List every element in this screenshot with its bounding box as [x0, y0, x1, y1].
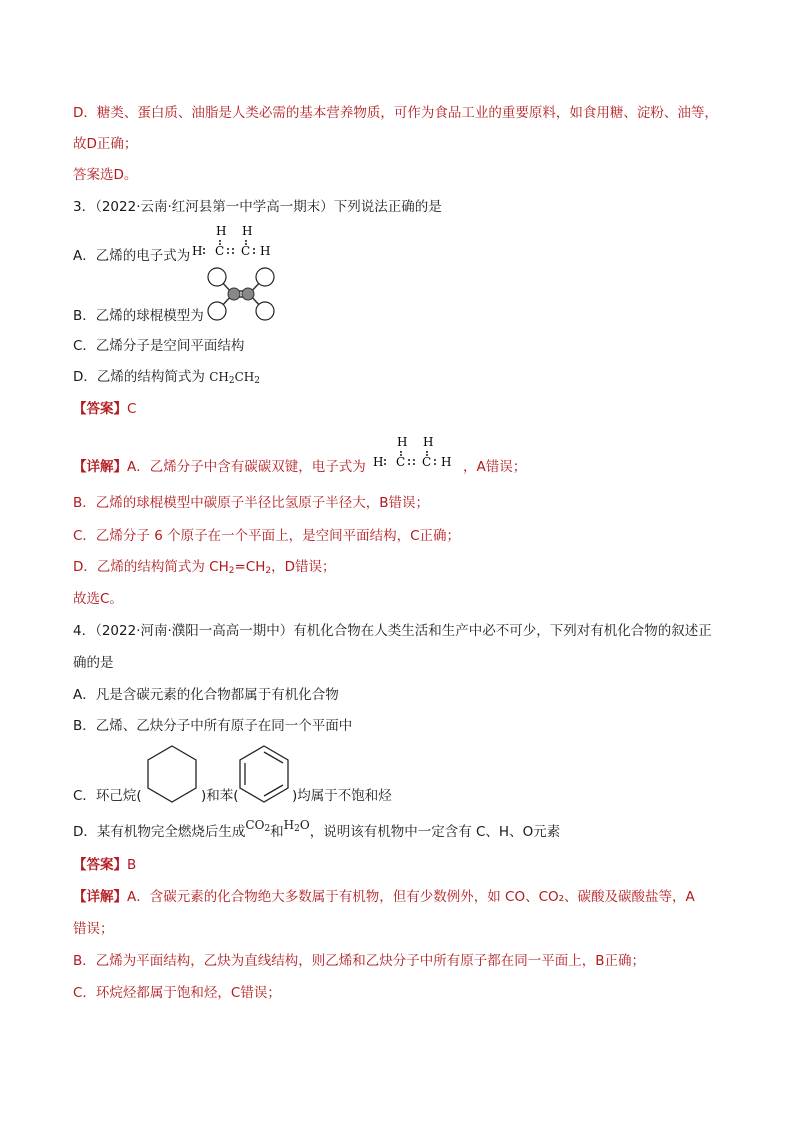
q3-option-b-label: B．乙烯的球棍模型为	[73, 308, 204, 324]
detail-d-post: ，D错误；	[271, 559, 336, 575]
q3-option-d-label: D．乙烯的结构简式为	[73, 369, 210, 385]
detail-label: 【详解】	[73, 459, 127, 475]
q3-formula-sub1: 2	[228, 376, 235, 386]
efb-h-right: H	[441, 455, 452, 469]
answer-label: 【答案】	[73, 401, 127, 417]
detail-d-pre: D．乙烯的结构简式为 CH	[73, 559, 229, 575]
question-4-stem-line2: 确的是	[73, 655, 114, 671]
efa-c-2: C	[241, 244, 251, 258]
q4-d-h2o-sub: 2	[294, 824, 300, 834]
q4-d-h2o-o: O	[299, 818, 310, 832]
q4-d-and: 和	[270, 824, 284, 840]
q4-option-c-part1: C．环己烷(	[73, 788, 142, 804]
q3-option-b	[73, 307, 204, 325]
c-atom-2	[242, 288, 254, 300]
q4-answer	[73, 856, 136, 874]
efa-h-top-2: H	[242, 224, 253, 238]
efb-h-left: H	[373, 455, 384, 469]
efa-c-1: C	[215, 244, 225, 258]
detail-d-mid: =CH	[234, 559, 266, 575]
q3-answer	[73, 400, 136, 418]
q4-detail-b: B．乙烯为平面结构，乙炔为直线结构，则乙烯和乙炔分子中所有原子都在同一平面上，B正确；	[73, 953, 646, 969]
efb-c-2: C	[422, 455, 432, 469]
q4-option-d	[73, 818, 561, 845]
ethylene-ball-stick-model	[200, 264, 282, 324]
q4-answer-label: 【答案】	[73, 857, 127, 873]
efb-h-top-1: H	[397, 435, 408, 449]
q4-option-a: A．凡是含碳元素的化合物都属于有机化合物	[73, 687, 339, 703]
q3-detail-a-tail: ，A错误；	[463, 459, 527, 475]
cyclohexane-structure	[143, 742, 201, 808]
c-atom-1	[228, 288, 240, 300]
q3-formula-sub2: 2	[254, 376, 260, 386]
q3-conclusion: 故选C。	[73, 591, 123, 607]
prev-option-d-line2: 故D正确；	[73, 136, 138, 152]
prev-option-d-line1: D．糖类、蛋白质、油脂是人类必需的基本营养物质，可作为食品工业的重要原料，如食用糖、淀粉、油等，	[73, 105, 718, 121]
q4-detail-a-line1	[73, 888, 695, 906]
q4-detail-label: 【详解】	[73, 889, 127, 905]
efa-h-right: H	[260, 244, 271, 258]
q4-option-b: B．乙烯、乙炔分子中所有原子在同一个平面中	[73, 718, 353, 734]
q4-detail-c: C．环烷烃都属于饱和烃，C错误；	[73, 985, 281, 1001]
q4-d-co2: CO	[245, 818, 265, 832]
q3-detail-d	[73, 558, 336, 580]
q3-detail-b: B．乙烯的球棍模型中碳原子半径比氢原子半径大，B错误；	[73, 495, 430, 511]
h-atom-1	[208, 268, 226, 286]
prev-answer-conclusion: 答案选D。	[73, 167, 138, 183]
q3-detail-c: C．乙烯分子 6 个原子在一个平面上，是空间平面结构，C正确；	[73, 528, 461, 544]
q3-formula-ch: CH	[209, 370, 229, 384]
q4-d-pre: D．某有机物完全燃烧后生成	[73, 824, 246, 840]
h-atom-2	[208, 302, 226, 320]
q4-answer-value: B	[127, 857, 137, 873]
q4-option-c-part3: )均属于不饱和烃	[292, 788, 392, 804]
question-4-stem-line1: 4．（2022·河南·濮阳一高高一期中）有机化合物在人类生活和生产中必不可少，下列对有机化合物的叙述正	[73, 623, 712, 639]
q4-d-co2-sub: 2	[264, 824, 271, 834]
q3-detail-a	[73, 458, 366, 476]
efb-h-top-2: H	[423, 435, 434, 449]
q3-option-d	[73, 368, 260, 390]
q3-option-a-label: A．乙烯的电子式为	[73, 248, 191, 264]
q4-d-post: ，说明该有机物中一定含有 C、H、O元素	[309, 824, 561, 840]
q4-option-c-part2: )和苯(	[201, 788, 239, 804]
question-3-stem: 3．（2022·云南·红河县第一中学高一期末）下列说法正确的是	[73, 199, 442, 215]
detail-d-sub2: 2	[265, 566, 272, 576]
answer-value: C	[127, 401, 137, 417]
q4-detail-a-line2: 错误；	[73, 921, 114, 937]
ethylene-electron-formula-figure	[190, 221, 280, 265]
efa-h-left: H	[192, 244, 203, 258]
q4-d-h2o-h: H	[283, 818, 295, 832]
benzene-structure	[235, 742, 293, 808]
detail-d-sub1: 2	[228, 566, 235, 576]
efb-c-1: C	[396, 455, 406, 469]
q4-detail-a-text: A．含碳元素的化合物绝大多数属于有机物，但有少数例外，如 CO、CO₂、碳酸及碳酸盐等，A	[127, 889, 695, 905]
q3-option-a	[73, 247, 190, 265]
q3-formula-ch2: CH	[234, 370, 255, 384]
efa-h-top-1: H	[216, 224, 227, 238]
h-atom-3	[256, 268, 274, 286]
detail-a-text: A．乙烯分子中含有碳碳双键，电子式为	[127, 459, 366, 475]
q3-option-c: C．乙烯分子是空间平面结构	[73, 338, 245, 354]
ethylene-electron-formula-figure-2	[371, 432, 461, 476]
h-atom-4	[256, 302, 274, 320]
